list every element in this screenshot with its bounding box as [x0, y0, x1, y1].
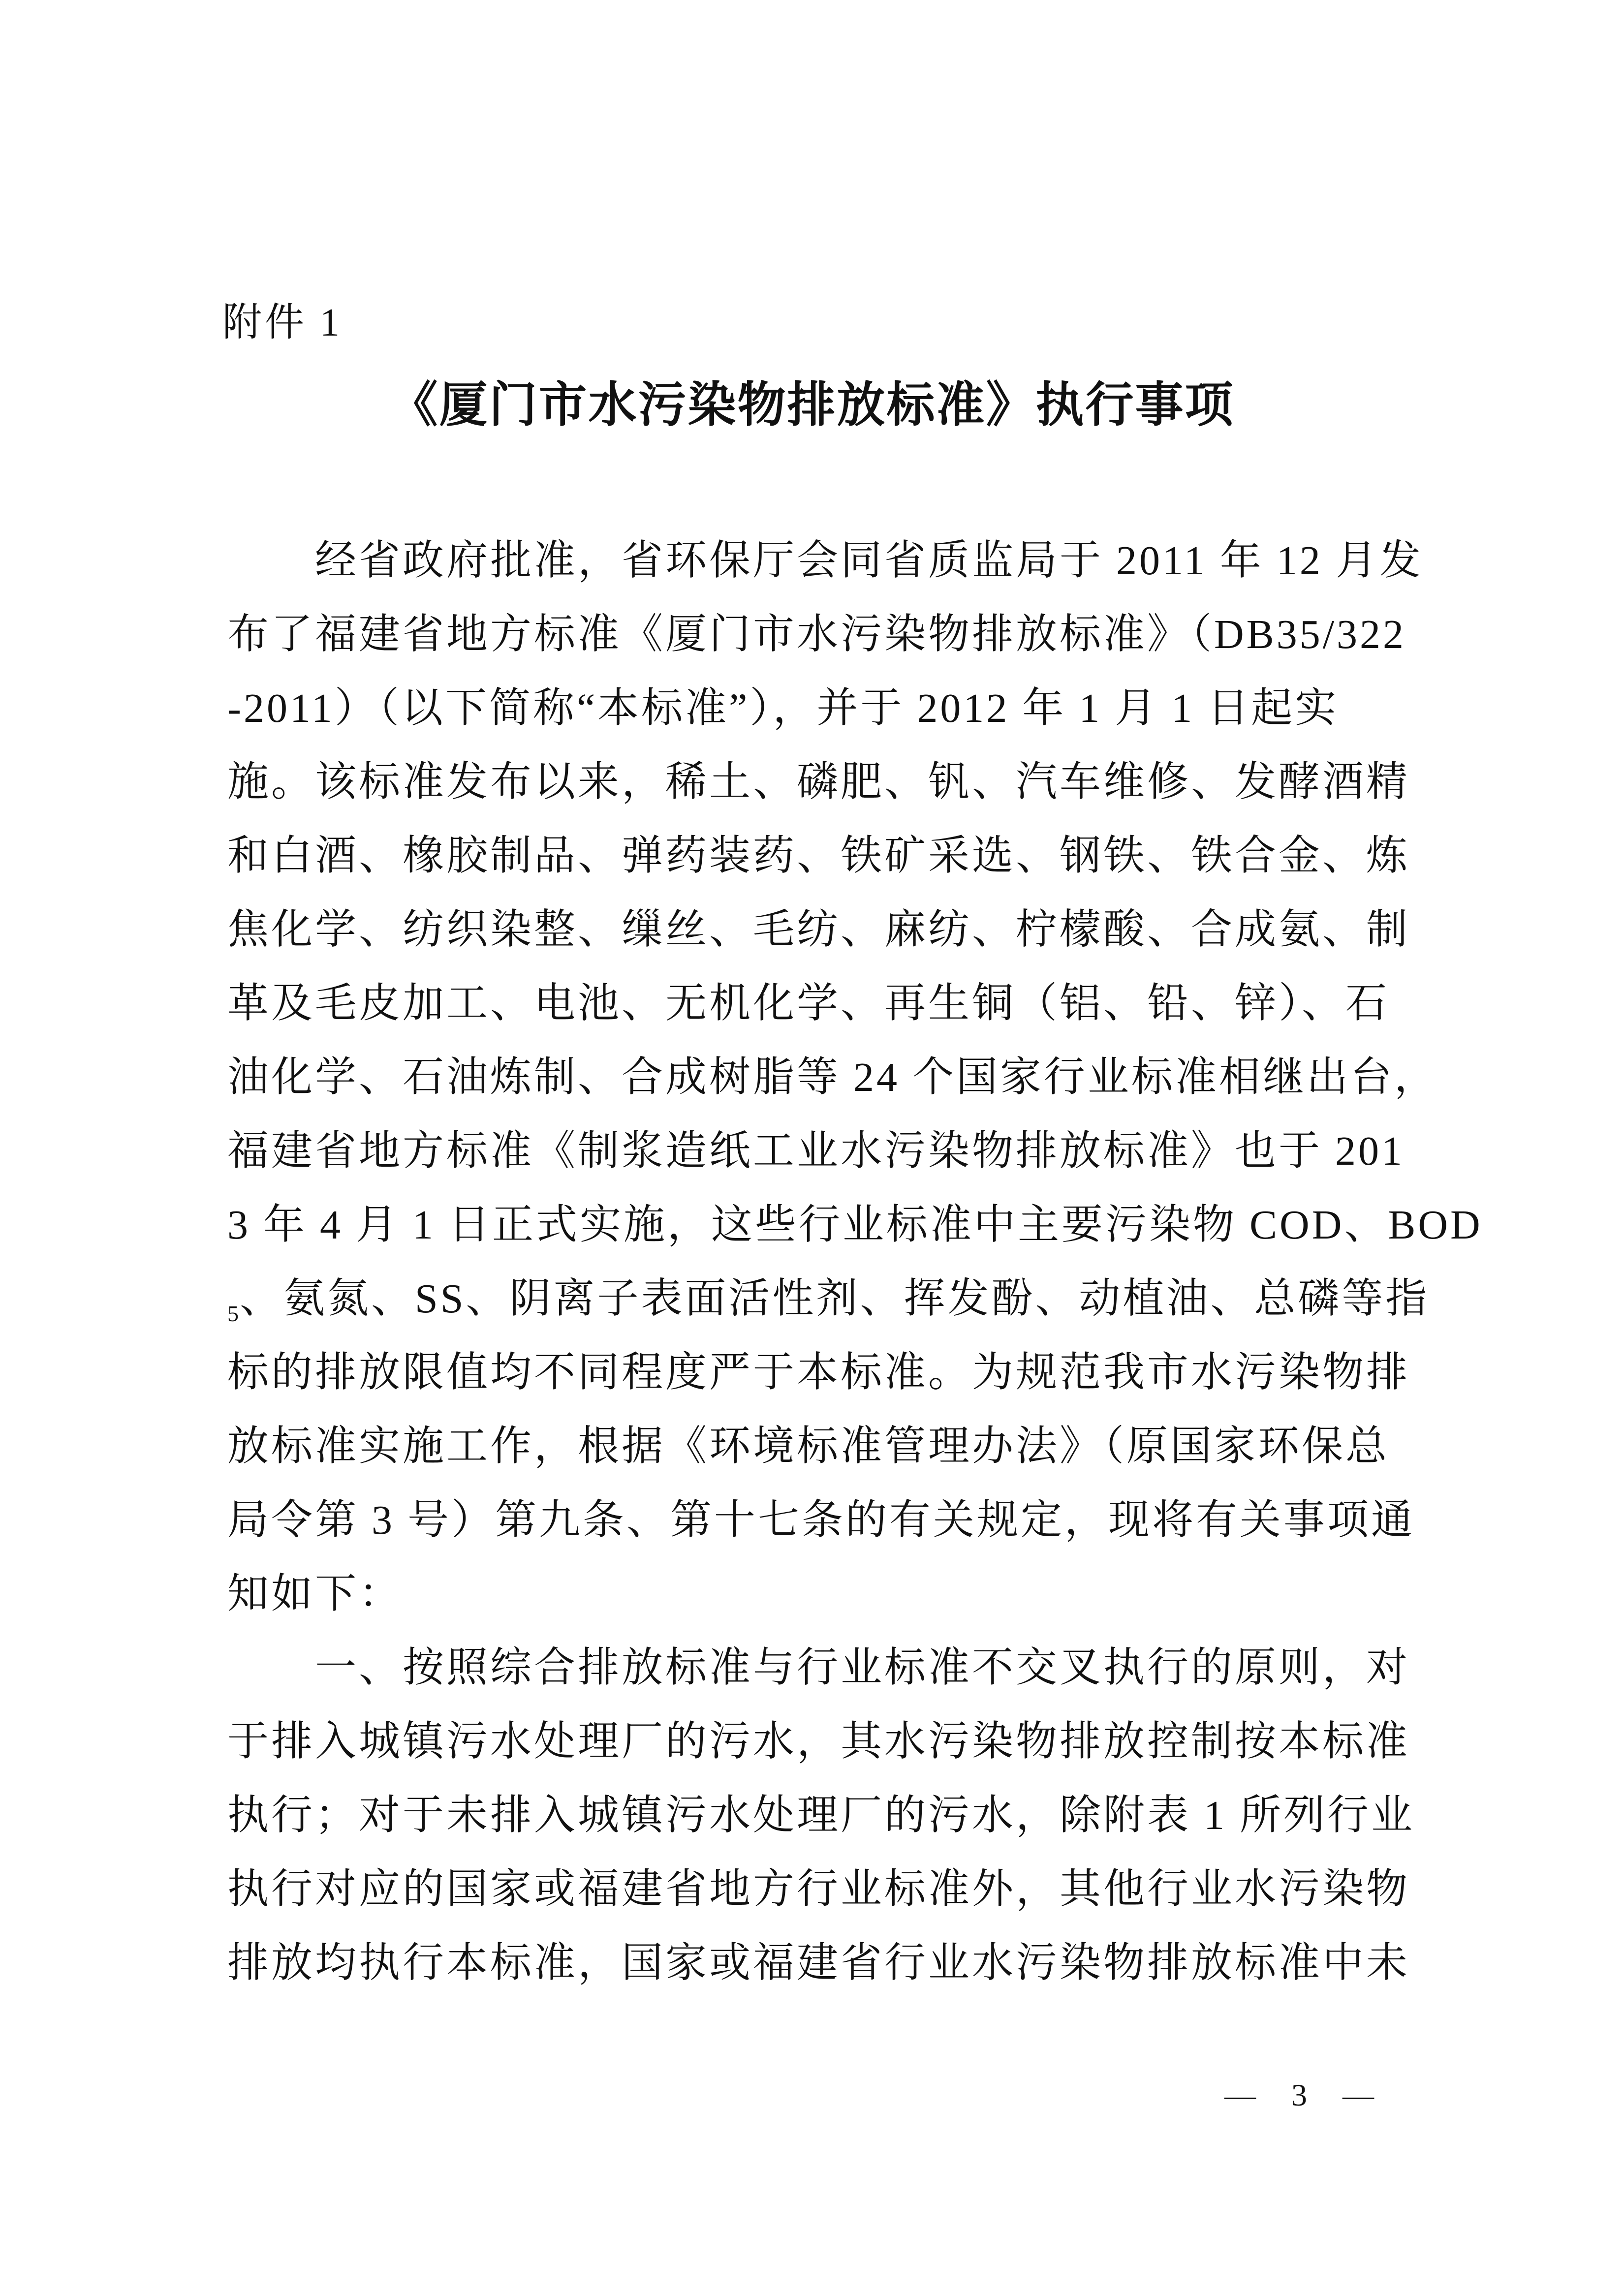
- body-line-20: 排放均执行本标准，国家或福建省行业水污染物排放标准中未: [227, 1940, 1410, 1986]
- body-line-11-text: 、氨氮、SS、阴离子表面活性剂、挥发酚、动植油、总磷等指: [240, 1276, 1430, 1322]
- bod5-subscript: 5: [227, 1301, 240, 1326]
- body-line-10: 3 年 4 月 1 日正式实施，这些行业标准中主要污染物 COD、BOD: [227, 1202, 1483, 1248]
- body-line-8: 油化学、石油炼制、合成树脂等 24 个国家行业标准相继出台，: [227, 1054, 1438, 1100]
- body-line-3: -2011）（以下简称“本标准”），并于 2012 年 1 月 1 日起实: [227, 685, 1339, 731]
- body-line-11: [227, 1262, 1438, 1336]
- body-line-16: 一、按照综合排放标准与行业标准不交叉执行的原则，对: [315, 1645, 1410, 1691]
- attachment-label: 附件 1: [222, 301, 343, 344]
- body-line-13: 放标准实施工作，根据《环境标准管理办法》（原国家环保总: [227, 1424, 1390, 1469]
- body-line-7: 革及毛皮加工、电池、无机化学、再生铜（铝、铅、锌）、石: [227, 981, 1390, 1026]
- body-line-5: 和白酒、橡胶制品、弹药装药、铁矿采选、钢铁、铁合金、炼: [227, 833, 1410, 879]
- body-line-17: 于排入城镇污水处理厂的污水，其水污染物排放控制按本标准: [227, 1719, 1410, 1765]
- body-line-14: 局令第 3 号）第九条、第十七条的有关规定，现将有关事项通: [227, 1497, 1415, 1543]
- page-number: — 3 —: [1224, 2077, 1388, 2112]
- body-line-18: 执行；对于未排入城镇污水处理厂的污水，除附表 1 所列行业: [227, 1793, 1415, 1838]
- body-line-1: 经省政府批准，省环保厅会同省质监局于 2011 年 12 月发: [315, 538, 1423, 584]
- body-line-2: 布了福建省地方标准《厦门市水污染物排放标准》（DB35/322: [227, 612, 1406, 657]
- body-line-19: 执行对应的国家或福建省地方行业标准外，其他行业水污染物: [227, 1866, 1410, 1912]
- body-line-15: 知如下：: [227, 1571, 403, 1617]
- body-line-4: 施。该标准发布以来，稀土、磷肥、钒、汽车维修、发酵酒精: [227, 759, 1410, 805]
- document-body: [227, 524, 1483, 2000]
- body-line-6: 焦化学、纺织染整、缫丝、毛纺、麻纺、柠檬酸、合成氨、制: [227, 907, 1410, 953]
- body-line-12: 标的排放限值均不同程度严于本标准。为规范我市水污染物排: [227, 1350, 1410, 1395]
- document-title: 《厦门市水污染物排放标准》执行事项: [389, 377, 1235, 432]
- body-line-9: 福建省地方标准《制浆造纸工业水污染物排放标准》也于 201: [227, 1128, 1405, 1174]
